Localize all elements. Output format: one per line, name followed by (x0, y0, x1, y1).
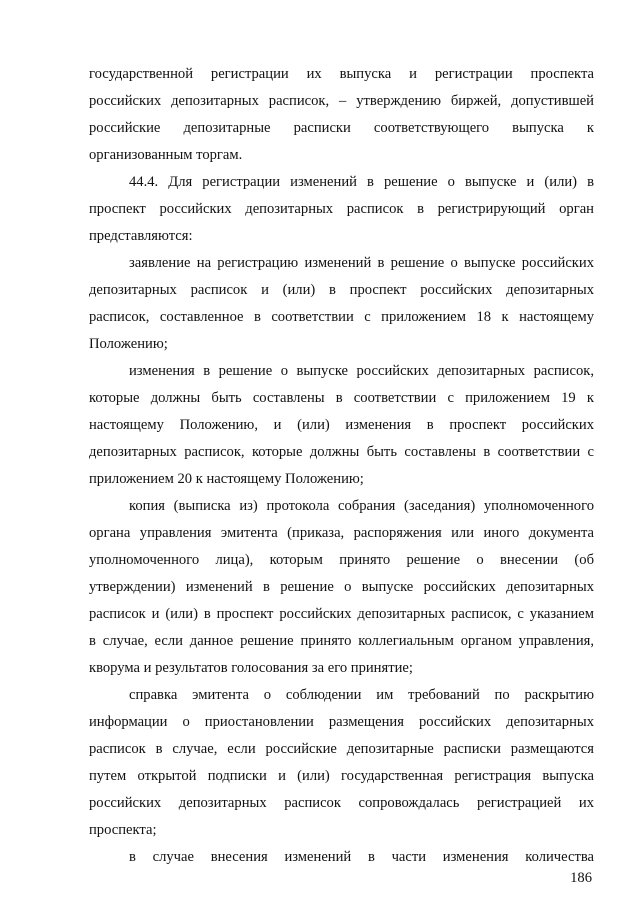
text-line: утверждении) изменений в решение о выпуске российских депозитарных (89, 579, 594, 595)
text-line: уполномоченного лица), которым принято решение о внесении (об (89, 552, 594, 568)
text-line: проспекта; (89, 822, 157, 838)
text-line: государственной регистрации их выпуска и регистрации проспекта (89, 66, 594, 82)
text-line: представляются: (89, 228, 193, 244)
text-line: расписок в случае, если российские депозитарные расписки размещаются (89, 741, 594, 757)
text-line: путем открытой подписки и (или) государственная регистрация выпуска (89, 768, 594, 784)
text-line: справка эмитента о соблюдении им требований по раскрытию (129, 687, 594, 703)
text-line: расписок, составленное в соответствии с приложением 18 к настоящему (89, 309, 594, 325)
text-line: российские депозитарные расписки соответствующего выпуска к (89, 120, 594, 136)
text-line: изменения в решение о выпуске российских депозитарных расписок, (129, 363, 594, 379)
text-line: 44.4. Для регистрации изменений в решение о выпуске и (или) в (129, 174, 594, 190)
text-line: информации о приостановлении размещения российских депозитарных (89, 714, 594, 730)
text-line: приложением 20 к настоящему Положению; (89, 471, 364, 487)
text-line: органа управления эмитента (приказа, распоряжения или иного документа (89, 525, 594, 541)
text-line: которые должны быть составлены в соответствии с приложением 19 к (89, 390, 594, 406)
text-line: копия (выписка из) протокола собрания (заседания) уполномоченного (129, 498, 594, 514)
text-line: кворума и результатов голосования за его принятие; (89, 660, 413, 676)
text-line: в случае внесения изменений в части изменения количества (129, 849, 594, 865)
text-line: депозитарных расписок и (или) в проспект российских депозитарных (89, 282, 594, 298)
text-line: настоящему Положению, и (или) изменения в проспект российских (89, 417, 594, 433)
text-line: расписок и (или) в проспект российских депозитарных расписок, с указанием (89, 606, 594, 622)
text-line: заявление на регистрацию изменений в решение о выпуске российских (129, 255, 594, 271)
page-number: 186 (570, 870, 592, 886)
text-line: депозитарных расписок, которые должны быть составлены в соответствии с (89, 444, 594, 460)
text-line: в случае, если данное решение принято коллегиальным органом управления, (89, 633, 594, 649)
text-line: Положению; (89, 336, 168, 352)
text-line: проспект российских депозитарных расписок в регистрирующий орган (89, 201, 594, 217)
text-line: российских депозитарных расписок сопровождалась регистрацией их (89, 795, 594, 811)
text-line: организованным торгам. (89, 147, 243, 163)
text-line: российских депозитарных расписок, – утверждению биржей, допустившей (89, 93, 594, 109)
